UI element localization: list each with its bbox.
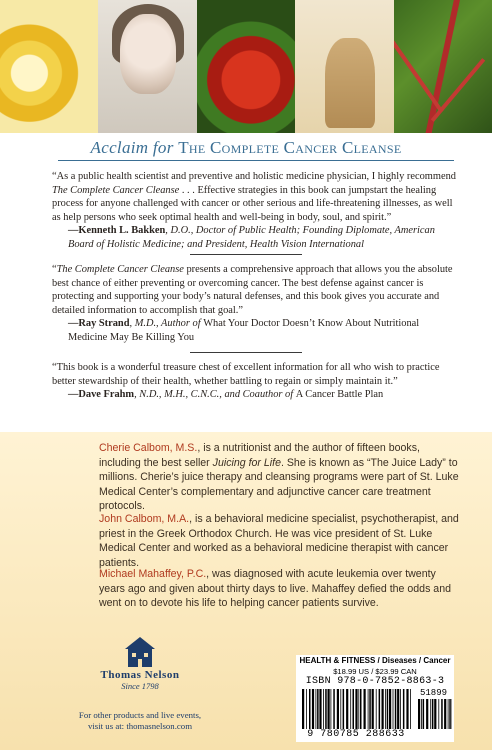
ean-number: 9 780785 288633 — [307, 729, 405, 740]
price-label: $18.99 US / $23.99 CAN — [333, 667, 417, 676]
bio-cherie: Cherie Calbom, M.S., is a nutritionist and the author of fifteen books, including the best seller Juicing for Life. She is known as “The Juice Lady” to millions. Cherie’s juice therapy and cleansing programs were part of St. Luke Medical Center’s complementary and adjunctive cancer care treatment protocols. — [99, 442, 459, 513]
quote-attribution: —Ray Strand, M.D., Author of What Your Doctor Doesn’t Know About Nutritional Medicine May Be Killing You — [68, 318, 420, 343]
chard-leaf-photo — [394, 0, 492, 133]
acclaim-book-title: The Complete Cancer Cleanse — [178, 138, 402, 157]
barcode-addon-number: 51899 — [420, 688, 448, 698]
acclaim-prefix: Acclaim for — [90, 138, 174, 157]
house-icon — [125, 637, 155, 667]
quote-divider — [190, 352, 302, 353]
quote-bakken — [52, 170, 458, 252]
quote-text: “As a public health scientist and preventive and holistic medicine physician, I highly recommend The Complete Cancer Cleanse . . . Effective strategies in this book can jumpstart the healing process for anyone challenged with cancer or other serious and life-threatening illnesses, as well as help persons who seek optimal health and well-being in body, soul, and spirit.” — [52, 171, 456, 223]
acclaim-heading — [0, 138, 492, 158]
bio-john: John Calbom, M.A., is a behavioral medicine specialist, psychotherapist, and priest in the Greek Orthodox Church. He was vice president of St. Luke Medical Center and worked as a behavioral medicine therapist with cancer patients. — [99, 513, 459, 569]
heading-divider — [58, 160, 454, 161]
bio-name: Cherie Calbom, M.S. — [99, 442, 198, 454]
bio-name: Michael Mahaffey, P.C. — [99, 568, 207, 580]
quote-frahm — [52, 361, 458, 402]
quote-attribution: —Kenneth L. Bakken, D.O., Doctor of Public Health; Founding Diplomate, American Board of Holistic Medicine; and President, Health Vision International — [68, 225, 435, 250]
bio-name: John Calbom, M.A. — [99, 513, 190, 525]
bisac-category: HEALTH & FITNESS / Diseases / Cancer — [299, 656, 451, 665]
ean-barcode-icon — [302, 689, 412, 729]
publisher-logo — [84, 637, 196, 691]
cover-photo-strip — [0, 0, 492, 133]
quote-text: “This book is a wonderful treasure chest of excellent information for all who wish to practice better stewardship of their health, whether battling to regain or simply maintain it.” — [52, 362, 440, 387]
bio-michael: Michael Mahaffey, P.C., was diagnosed with acute leukemia over twenty years ago and given about thirty days to live. Mahaffey defied the odds and went on to devote his life to helping cancer patients survive. — [99, 568, 451, 610]
woman-face-photo — [98, 0, 196, 133]
publisher-visit-text: For other products and live events, visit us at: thomasnelson.com — [78, 710, 202, 731]
publisher-since: Since 1798 — [121, 681, 159, 691]
lemon-slices-photo — [0, 0, 98, 133]
addon-barcode-icon — [418, 699, 452, 729]
quote-attribution: —Dave Frahm, N.D., M.H., C.N.C., and Coauthor of A Cancer Battle Plan — [68, 389, 384, 401]
meditating-figure-photo — [295, 0, 393, 133]
quote-divider — [190, 254, 302, 255]
quote-text: “The Complete Cancer Cleanse presents a comprehensive approach that allows you the absolute best chance of either preventing or overcoming cancer. The best defense against cancer is protecting and supporting your body’s natural defenses, and this book gives you accurate and detailed information to accomplish that goal.” — [52, 264, 453, 316]
quote-strand — [52, 263, 458, 345]
isbn-label: ISBN 978-0-7852-8863-3 — [305, 676, 445, 687]
red-pepper-photo — [197, 0, 295, 133]
publisher-name: Thomas Nelson — [100, 669, 180, 681]
